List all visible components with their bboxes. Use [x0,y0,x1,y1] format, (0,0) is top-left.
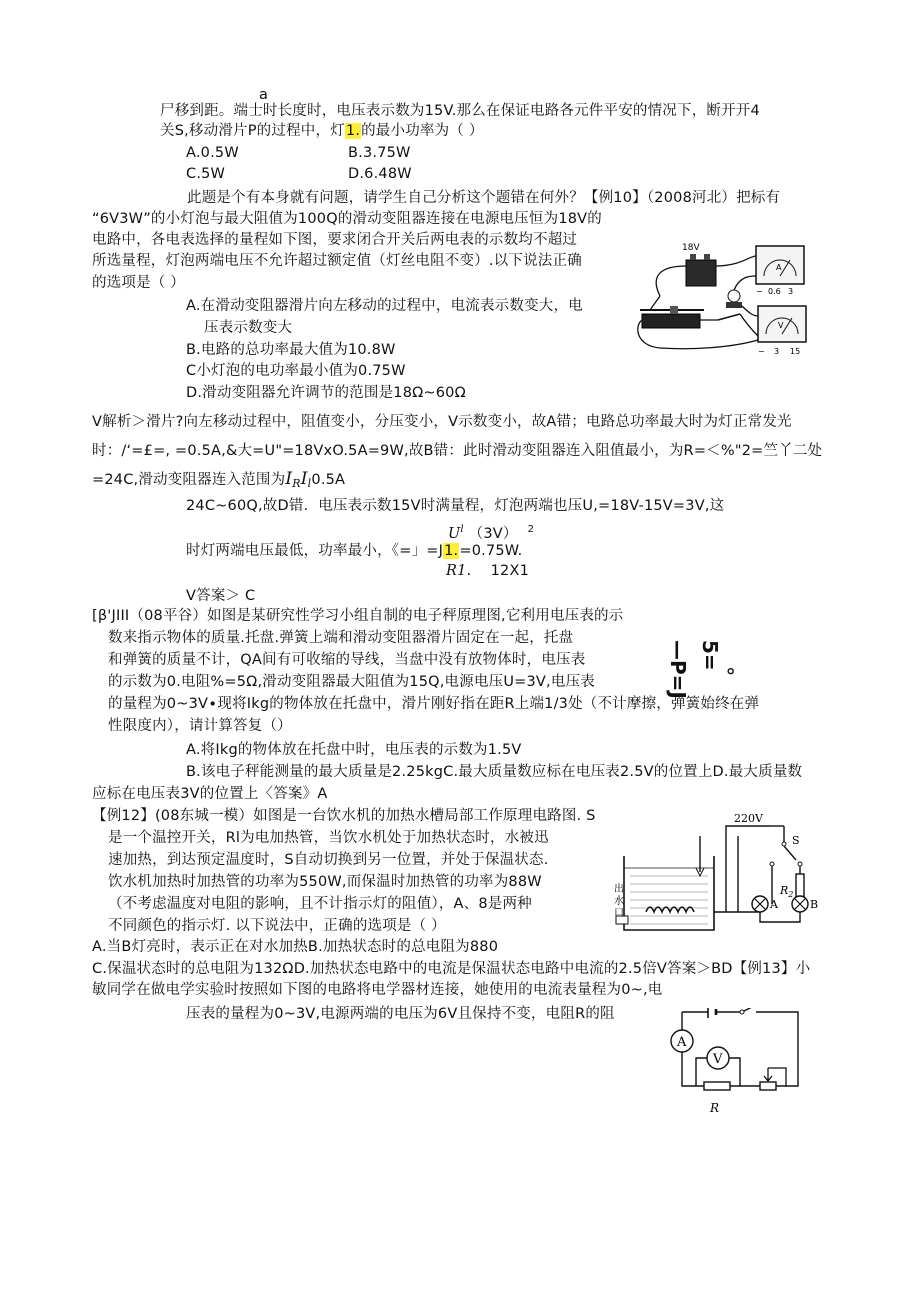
svg-text:0.6: 0.6 [768,287,781,296]
option-d: D.滑动变阻器允许调节的范围是18Ω~60Ω [186,385,466,401]
text-line: 性限度内），请计算答复（） [108,718,292,734]
svg-text:3: 3 [788,287,794,296]
svg-text:出: 出 [614,884,624,895]
text-line: 的示数为0.电阻%=5Ω,滑动变阻器最大阻值为15Q,电源电压U=3V,电压表 [108,674,595,690]
lamp-a-label: A [770,898,778,911]
text-line: 速加热，到达预定温度时，S自动切换到另一位置，并处于保温状态. [108,852,549,868]
text-line: 是一个温控开关，Rl为电加热管，当饮水机处于加热状态时，水被迅 [108,830,549,846]
text-line: 和弹簧的质量不计，QA间有可收缩的导线，当盘中没有放物体时，电压表 [108,652,586,668]
ammeter-label: A [776,263,782,272]
battery-label: 18V [682,243,700,253]
svg-text:15: 15 [790,347,801,356]
text-line: 时灯两端电压最低，功率最小，《=」=J1.=0.75W. [186,543,523,559]
text-line: 【例12】(08东城一模）如图是一台饮水机的加热水槽局部工作原理电路图. S [92,808,596,824]
text-line: 所选量程，灯泡两端电压不允许超过额定值（灯丝电阻不变）.以下说法正确 [92,253,582,269]
circuit-photo-figure [630,236,830,364]
svg-text:口: 口 [614,908,624,919]
voltmeter-label: V [713,1052,723,1067]
text-line: “6V3W”的小灯泡与最大阻值为100Q的滑动变阻器连接在电源电压恒为18V的 [92,211,602,227]
text-line: 的量程为0~3V∙现将Ikg的物体放在托盘中，滑片刚好指在距R上端1/3处（不计摩擦，弹簧始终在弹 [108,696,760,712]
formula-numerator: $U^l$ （3V） $^2$ [448,524,535,542]
option-a-cont: 压表示数变大 [204,320,293,336]
option-a: A.在滑动变阻器滑片向左移动的过程中，电流表示数变大，电 [186,298,583,314]
switch-label: S [792,834,800,847]
water-heater-circuit-figure [614,812,830,944]
text-line: （不考虑温度对电阻的影响，且不计指示灯的阻值），A、8是两种 [108,896,532,912]
text-line: 饮水机加热时加热管的功率为550W,而保温时加热管的功率为88W [108,874,542,890]
svg-text:−: − [758,347,765,356]
resistor-label: $R_2$ [780,884,794,899]
text-line: 尸移到距。端士时长度时，电压表示数为15V.那么在保证电路各元件平安的情况下，断开开4 [160,103,760,119]
text-line: V解析＞滑片?向左移动过程中，阻值变小，分压变小，V示数变小，故A错；电路总功率最大时为灯正常发光 [92,414,792,430]
stray-mark: 。 [727,653,747,677]
answer: V答案＞ C [186,588,256,604]
svg-text:水: 水 [614,896,624,907]
stray-mark: a [259,87,269,103]
text-line: 不同颜色的指示灯. 以下说法中，正确的选项是（ ） [108,918,446,934]
svg-text:3: 3 [774,347,780,356]
rotated-fragment: —P=J [666,640,690,699]
text-line: A.当B灯亮时，表示正在对水加热B.加热状态时的总电阻为880 [92,939,499,955]
lamp-b-label: B [810,898,819,911]
option-c: C.5W [186,166,226,182]
text-line: 敏同学在做电学实验时按照如下图的电路将电学器材连接，她使用的电流表量程为0~,电 [92,982,663,998]
option-d: D.6.48W [348,166,412,182]
resistor-label: R [710,1101,720,1115]
option-b: B.3.75W [348,145,411,161]
text-line: 压表的量程为0~3V,电源两端的电压为6V且保持不变，电阻R的阻 [186,1006,615,1022]
svg-text:−: − [756,287,763,296]
text-line: 应标在电压表3V的位置上〈答案》A [92,786,328,802]
text-line: 此题是个有本身就有问题，请学生自己分析这个题错在何外？【例10】（2008河北）把标有 [187,190,781,206]
option-b: B.电路的总功率最大值为10.8W [186,342,396,358]
text-line: 电路中，各电表选择的量程如下图，要求闭合开关后两电表的示数均不超过 [92,232,578,248]
option-a: A.0.5W [186,145,239,161]
option-a: A.将Ikg的物体放在托盘中时，电压表的示数为1.5V [186,742,522,758]
highlight: 1. [345,123,361,139]
text-line: 关S,移动滑片P的过程中，灯1.的最小功率为（ ） [160,123,484,139]
text-line: 数来指示物体的质量.托盘.弹簧上端和滑动变阻器滑片固定在一起，托盘 [108,630,574,646]
rotated-fragment: 5= [698,640,722,671]
text-line: [β'JIII（08平谷）如图是某研究性学习小组自制的电子秤原理图,它利用电压表的示 [92,608,624,624]
formula-denominator: R1. 12X1 [446,563,530,579]
text-line: 时：/‘=£=, =0.5A,&大=U"=18VxO.5A=9W,故B错：此时滑动变阻器连入阻值最小，为R=＜%"2=竺丫二处 [92,443,823,459]
voltmeter-label: V [778,321,784,330]
series-circuit-figure [660,1008,806,1120]
text-line: 24C~60Q,故D错．电压表示数15V时满量程，灯泡两端也压U,=18V-15V=3V,这 [186,498,725,514]
ammeter-label: A [677,1035,687,1050]
voltage-label: 220V [734,812,763,825]
text-line: 的选项是（ ） [92,275,186,291]
text-line: C.保温状态时的总电阻为132ΩD.加热状态电路中的电流是保温状态电路中电流的2.5倍V答案＞BD【例13】小 [92,961,811,977]
text-line: B.该电子秤能测量的最大质量是2.25kgC.最大质量数应标在电压表2.5V的位置上D.最大质量数 [186,764,803,780]
option-c: C小灯泡的电功率最小值为0.75W [186,363,406,379]
text-line: =24C,滑动变阻器连入范围为$I_RI_l0.5A$ [92,469,346,490]
highlight: 1. [444,543,459,559]
